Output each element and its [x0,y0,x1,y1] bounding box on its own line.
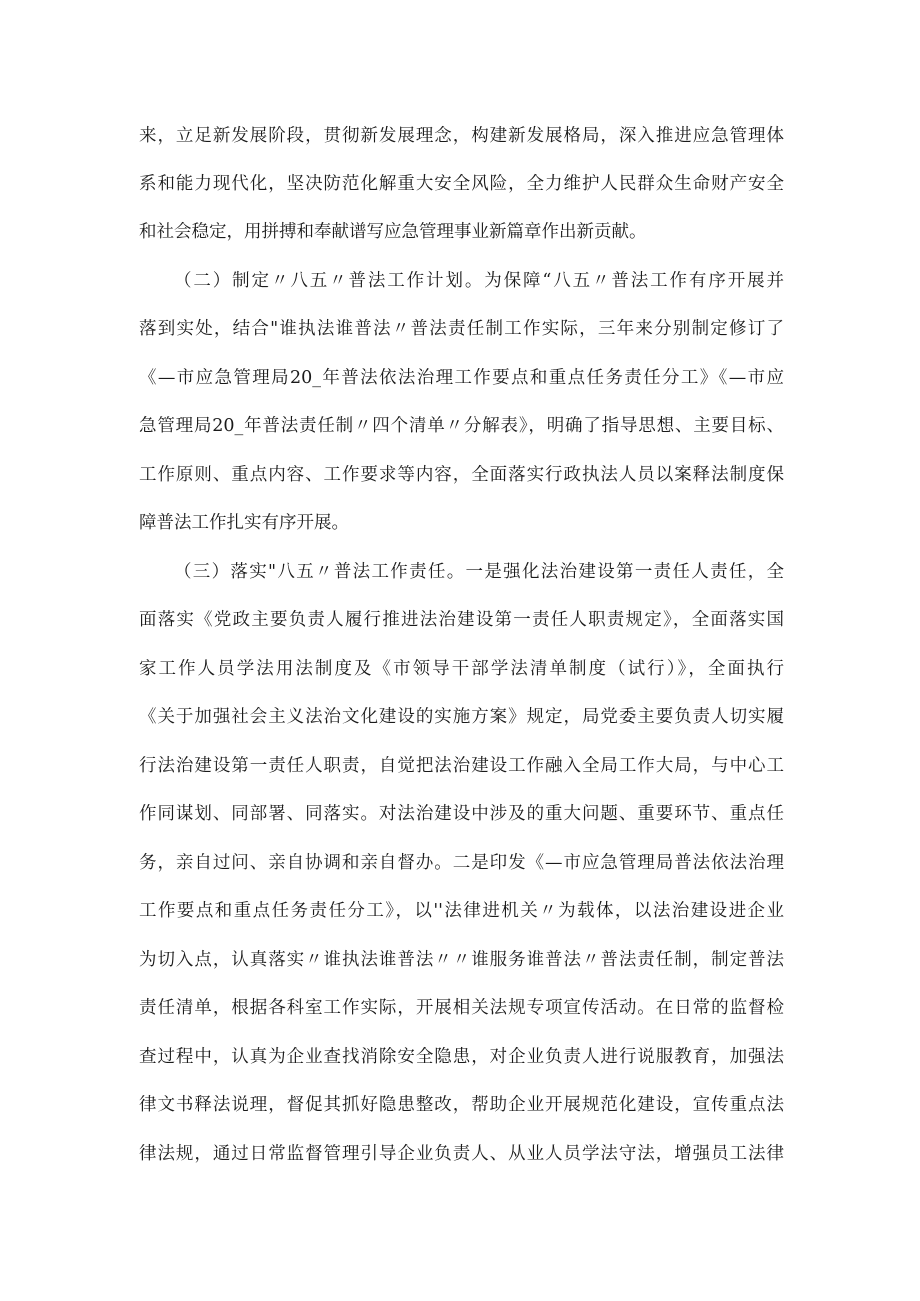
text-line: 为切入点，认真落实〃谁执法谁普法〃〃谁服务谁普法〃普法责任制，制定普法 [139,950,784,970]
text-line: 系和能力现代化，坚决防范化解重大安全风险，全力维护人民群众生命财产安全 [139,174,784,194]
text-line: 行法治建设第一责任人职责，自觉把法治建设工作融入全局工作大局，与中心工 [139,756,784,776]
text-line: 面落实《党政主要负责人履行推进法治建设第一责任人职责规定》，全面落实国 [139,610,784,630]
text-line: 作同谋划、同部署、同落实。对法治建设中涉及的重大问题、重要环节、重点任 [139,804,784,824]
text-line: 务，亲自过问、亲自协调和亲自督办。二是印发《—市应急管理局普法依法治理 [139,853,784,873]
text-line: 工作要点和重点任务责任分工》，以''法律进机关〃为载体，以法治建设进企业 [139,901,784,921]
text-line: 落到实处，结合"谁执法谁普法〃普法责任制工作实际，三年来分别制定修订了 [139,319,784,339]
text-line: 律文书释法说理，督促其抓好隐患整改，帮助企业开展规范化建设，宣传重点法 [139,1095,784,1115]
text-line: 和社会稳定，用拼搏和奉献谱写应急管理事业新篇章作出新贡献。 [139,222,647,242]
text-line: 工作原则、重点内容、工作要求等内容，全面落实行政执法人员以案释法制度保 [139,465,784,485]
text-line: 《—市应急管理局20_年普法依法治理工作要点和重点任务责任分工》《—市应 [139,368,784,388]
text-line: 来，立足新发展阶段，贯彻新发展理念，构建新发展格局，深入推进应急管理体 [139,126,784,146]
text-line: 律法规，通过日常监督管理引导企业负责人、从业人员学法守法，增强员工法律 [139,1144,784,1164]
text-line: （二）制定〃八五〃普法工作计划。为保障“八五〃普法工作有序开展并 [174,271,784,291]
text-line: （三）落实"八五〃普法工作责任。一是强化法治建设第一责任人责任，全 [174,562,784,582]
text-line: 急管理局20_年普法责任制〃四个清单〃分解表》，明确了指导思想、主要目标、 [139,416,784,436]
text-line: 障普法工作扎实有序开展。 [139,513,349,533]
text-line: 责任清单，根据各科室工作实际，开展相关法规专项宣传活动。在日常的监督检 [139,998,784,1018]
text-line: 《关于加强社会主义法治文化建设的实施方案》规定，局党委主要负责人切实履 [139,707,784,727]
text-line: 查过程中，认真为企业查找消除安全隐患，对企业负责人进行说服教育，加强法 [139,1047,784,1067]
text-line: 家工作人员学法用法制度及《市领导干部学法清单制度（试行）》，全面执行 [139,659,784,679]
